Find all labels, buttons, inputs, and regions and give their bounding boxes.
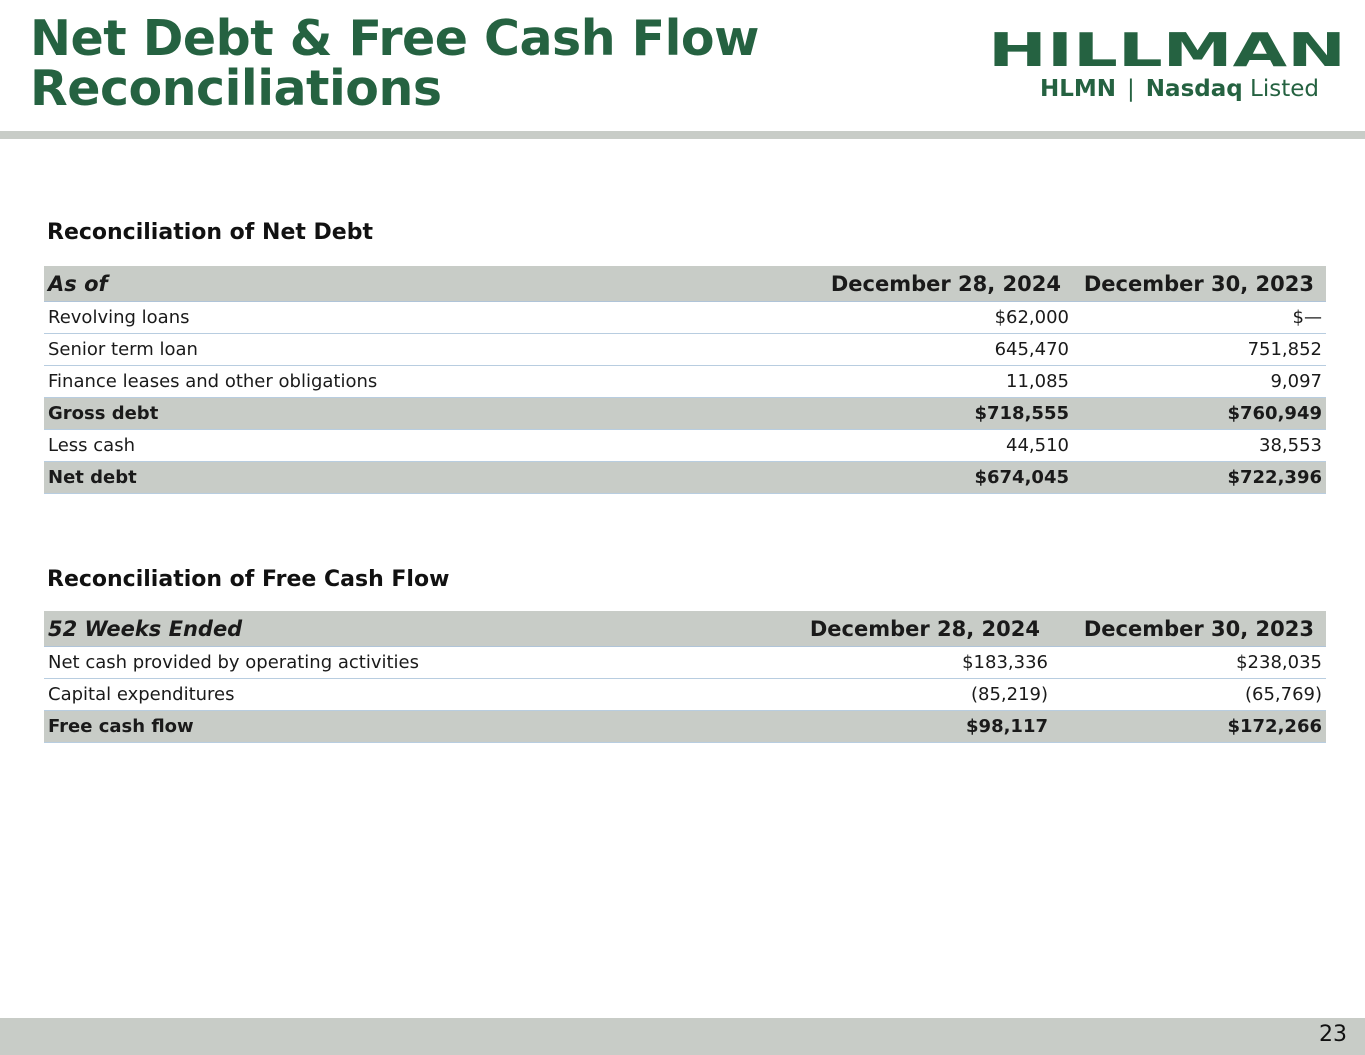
value-2024: 645,470 [817, 334, 1073, 366]
fcf-header-2024: December 28, 2024 [792, 611, 1052, 647]
logo-listing-line [1040, 76, 1319, 102]
table-row [44, 302, 1326, 334]
value-2023: 751,852 [1073, 334, 1326, 366]
hillman-logo [988, 28, 1348, 106]
net-debt-header-row [44, 266, 1326, 302]
fcf-header-label: 52 Weeks Ended [44, 611, 792, 647]
net-debt-table [44, 266, 1326, 494]
logo-listed: Listed [1250, 76, 1319, 102]
page-title [30, 10, 759, 117]
table-row [44, 647, 1326, 679]
value-2023: 38,553 [1073, 430, 1326, 462]
value-2023: (65,769) [1052, 679, 1326, 711]
value-2024: $98,117 [792, 711, 1052, 743]
net-debt-header-2023: December 30, 2023 [1073, 266, 1326, 302]
table-row-total [44, 711, 1326, 743]
table-row [44, 366, 1326, 398]
fcf-table [44, 611, 1326, 743]
footer-bar [0, 1018, 1365, 1055]
logo-separator: | [1127, 76, 1135, 102]
value-2024: $183,336 [792, 647, 1052, 679]
value-2023: 9,097 [1073, 366, 1326, 398]
logo-wordmark-text: HILLMAN [988, 28, 1346, 70]
value-2024: 11,085 [817, 366, 1073, 398]
row-label: Capital expenditures [44, 679, 792, 711]
value-2024: $674,045 [817, 462, 1073, 494]
table-row-total [44, 398, 1326, 430]
table-row [44, 679, 1326, 711]
page-number: 23 [1319, 1022, 1347, 1047]
logo-ticker: HLMN [1040, 76, 1117, 102]
row-label: Less cash [44, 430, 817, 462]
value-2023: $— [1073, 302, 1326, 334]
value-2023: $238,035 [1052, 647, 1326, 679]
row-label: Revolving loans [44, 302, 817, 334]
row-label: Free cash flow [44, 711, 792, 743]
fcf-header-2023: December 30, 2023 [1052, 611, 1326, 647]
value-2024: $718,555 [817, 398, 1073, 430]
row-label: Net debt [44, 462, 817, 494]
page-title-line-1: Net Debt & Free Cash Flow [30, 10, 759, 67]
value-2024: 44,510 [817, 430, 1073, 462]
hillman-wordmark [988, 28, 1348, 70]
value-2023: $172,266 [1052, 711, 1326, 743]
table-row-total [44, 462, 1326, 494]
table-row [44, 334, 1326, 366]
net-debt-header-label: As of [44, 266, 817, 302]
fcf-header-row [44, 611, 1326, 647]
row-label: Gross debt [44, 398, 817, 430]
row-label: Net cash provided by operating activities [44, 647, 792, 679]
header-divider [0, 131, 1365, 139]
row-label: Finance leases and other obligations [44, 366, 817, 398]
value-2023: $722,396 [1073, 462, 1326, 494]
value-2023: $760,949 [1073, 398, 1326, 430]
table-row [44, 430, 1326, 462]
page-title-line-2: Reconciliations [30, 60, 442, 117]
fcf-section-title: Reconciliation of Free Cash Flow [47, 567, 450, 592]
value-2024: (85,219) [792, 679, 1052, 711]
net-debt-header-2024: December 28, 2024 [817, 266, 1073, 302]
value-2024: $62,000 [817, 302, 1073, 334]
row-label: Senior term loan [44, 334, 817, 366]
logo-exchange: Nasdaq [1145, 76, 1243, 102]
net-debt-section-title: Reconciliation of Net Debt [47, 220, 373, 245]
